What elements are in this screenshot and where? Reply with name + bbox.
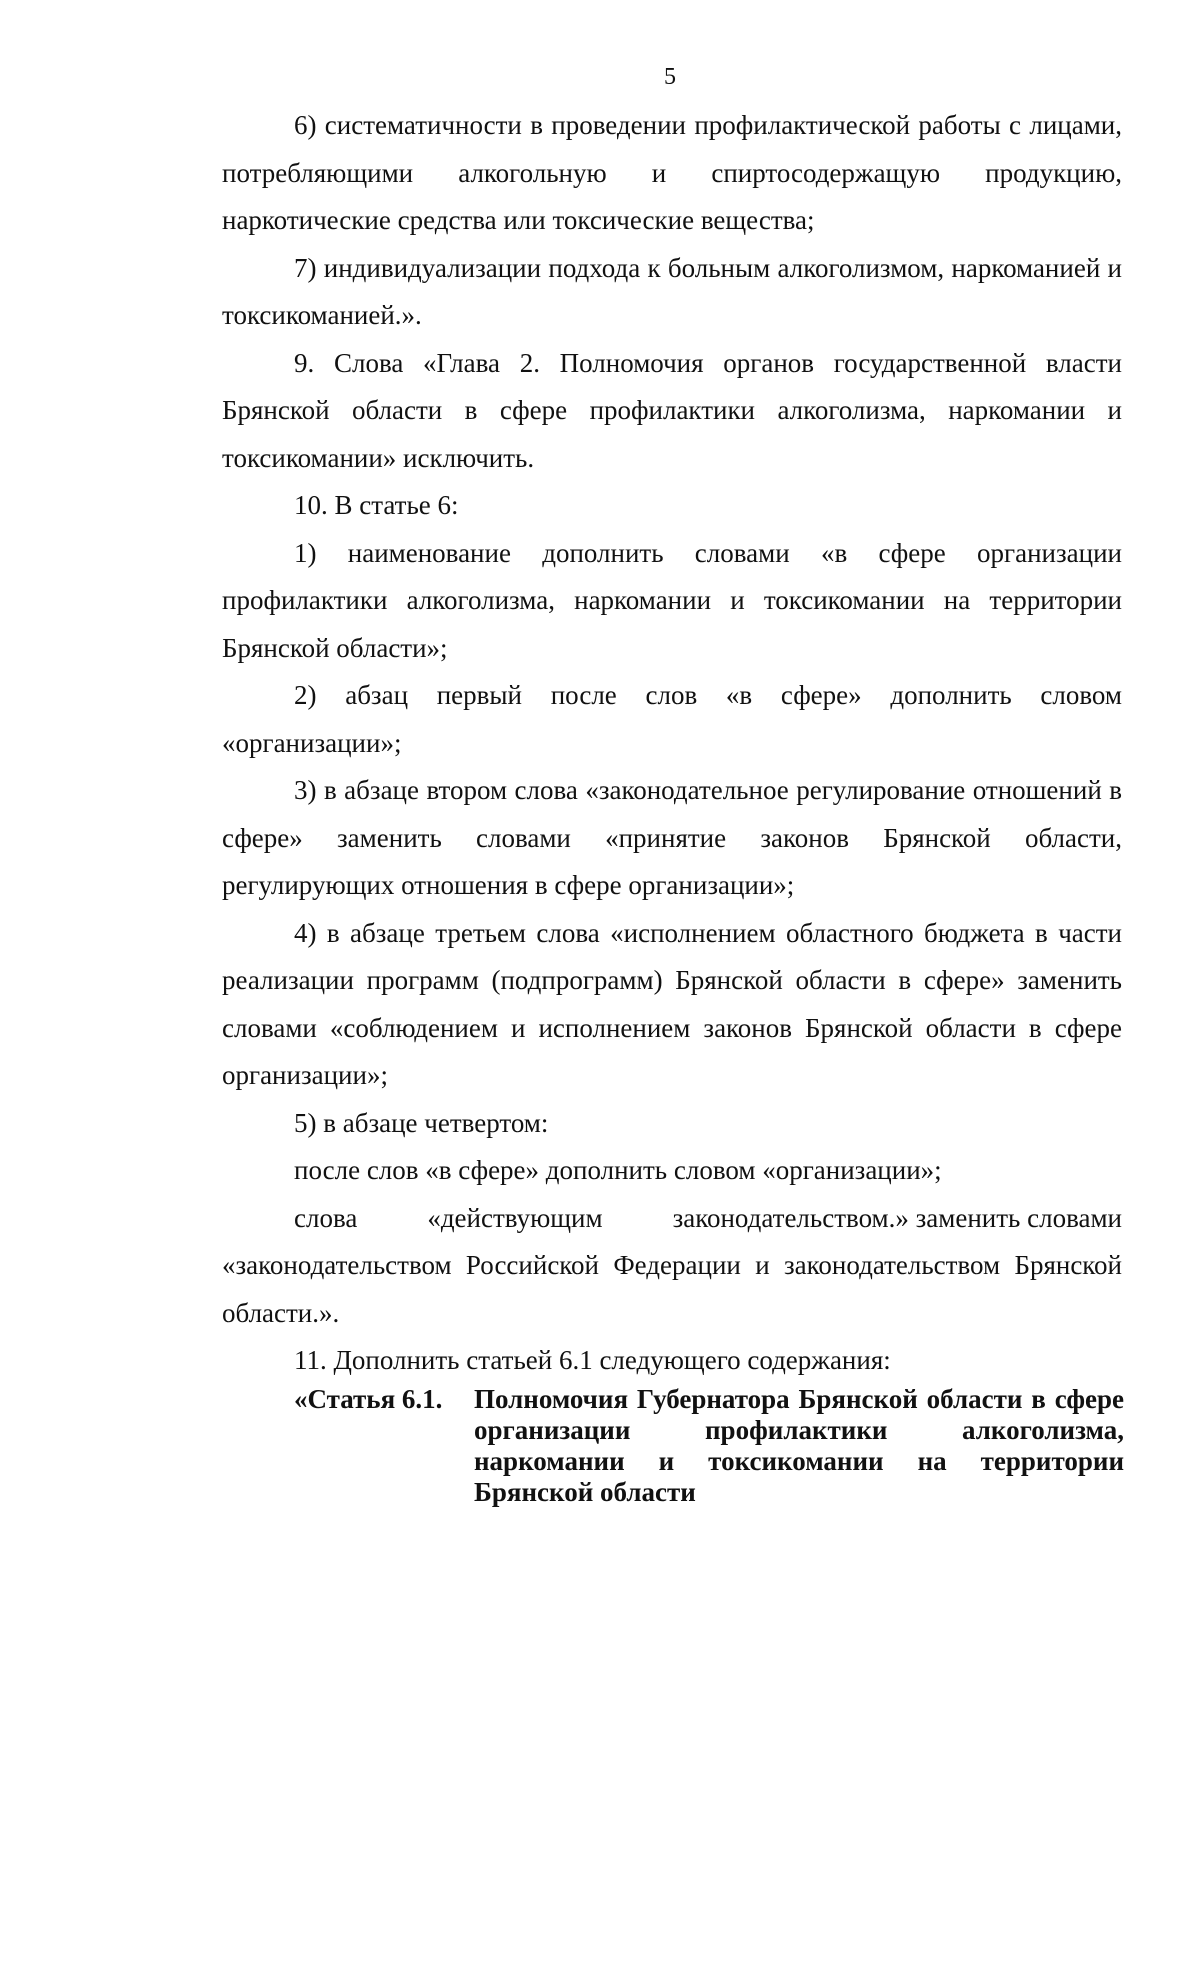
item-10-5-replacement-text: «законодательством Российской Федерации и законодательством Брянской области.». <box>222 1250 1122 1328</box>
item-7-individual-approach: 7) индивидуализации подхода к больным алкоголизмом, наркоманией и токсикоманией.». <box>222 252 1122 330</box>
item-10-5-replace-rest: законодательством.» заменить словами <box>672 1202 1122 1233</box>
item-10-5-after-words: после слов «в сфере» дополнить словом «организации»; <box>294 1155 942 1185</box>
item-10-article-6: 10. В статье 6: <box>294 490 459 520</box>
page-number: 5 <box>664 64 676 90</box>
item-10-2-first-paragraph: 2) абзац первый после слов «в сфере» дополнить словом «организации»; <box>222 680 1122 758</box>
document-body <box>222 102 1122 1385</box>
item-6-systematic-prevention: 6) систематичности в проведении профилактической работы с лицами, потребляющими алкогольную и спиртосодержащую продукцию, наркотические средства или токсические вещества; <box>222 110 1122 235</box>
item-10-5-replace-words-line <box>222 1195 1122 1243</box>
item-10-4-third-paragraph: 4) в абзаце третьем слова «исполнением областного бюджета в части реализации программ (подпрограмм) Брянской области в сфере» заменить словами «соблюдением и исполнением законов Брянской области в сфере организации»; <box>222 917 1122 1090</box>
item-10-5-replace-quote: «действующим <box>427 1202 603 1233</box>
item-10-1-title-amendment: 1) наименование дополнить словами «в сфере организации профилактики алкоголизма, наркомании и токсикомании на территории Брянской области»; <box>222 537 1122 663</box>
item-11-add-article: 11. Дополнить статьей 6.1 следующего содержания: <box>294 1345 891 1375</box>
article-title: Полномочия Губернатора Брянской области в сфере организации профилактики алкоголизма, наркомании и токсикомании на территории Брянской области <box>474 1384 1124 1507</box>
item-10-3-second-paragraph: 3) в абзаце втором слова «законодательное регулирование отношений в сфере» заменить словами «принятие законов Брянской области, регулирующих отношения в сфере организации»; <box>222 775 1122 900</box>
article-number: «Статья 6.1. <box>294 1384 443 1414</box>
article-6-1-heading <box>294 1384 1124 1508</box>
item-10-5-replace-lead: слова <box>294 1202 358 1233</box>
item-10-5-fourth-paragraph: 5) в абзаце четвертом: <box>294 1107 549 1138</box>
item-9-chapter-2-removal: 9. Слова «Глава 2. Полномочия органов государственной власти Брянской области в сфере профилактики алкоголизма, наркомании и токсикомании» исключить. <box>222 347 1122 473</box>
